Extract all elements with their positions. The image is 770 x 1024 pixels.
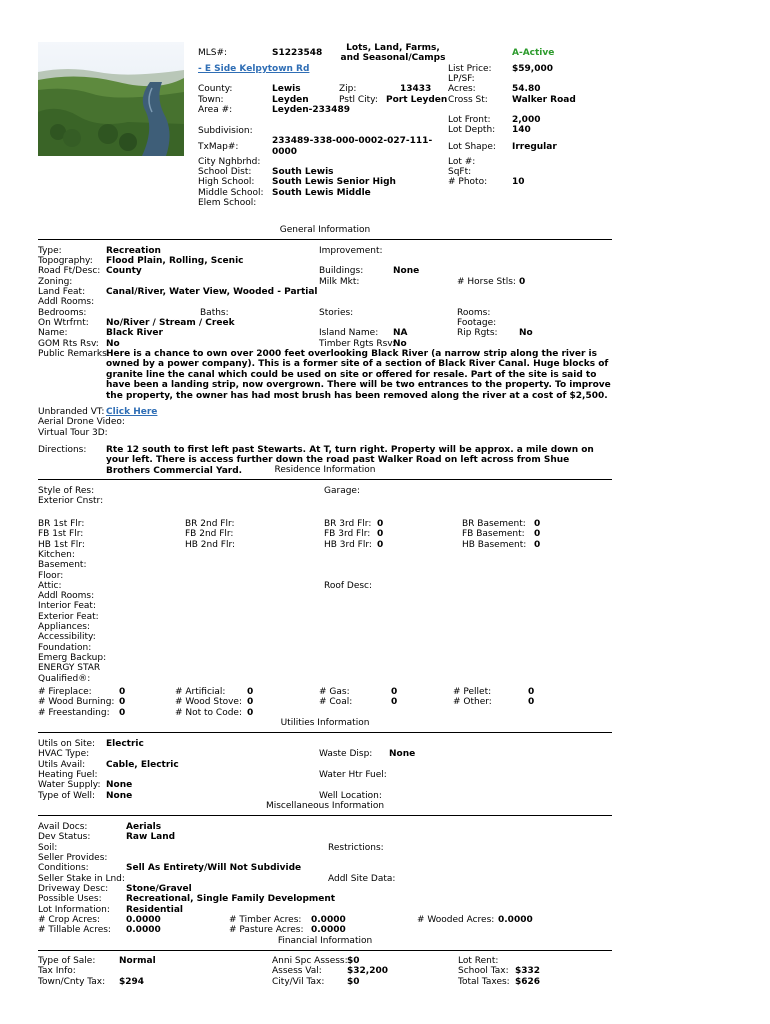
virtual-tour-link[interactable]: Click Here	[106, 407, 158, 417]
drone-label: Aerial Drone Video:	[38, 417, 125, 427]
acres: 54.80	[512, 84, 541, 94]
area-label: Area #:	[198, 105, 233, 115]
water-htr-label: Water Htr Fuel:	[319, 770, 387, 780]
financial-section-title: Financial Information	[277, 936, 373, 946]
school-tax-label: School Tax:	[458, 966, 509, 976]
water-supply: None	[106, 780, 133, 790]
high-school-label: High School:	[198, 177, 255, 187]
coal-label: # Coal:	[319, 697, 353, 707]
kitchen-label: Kitchen:	[38, 550, 75, 560]
footage-label: Footage:	[457, 318, 497, 328]
gom: No	[106, 339, 120, 349]
county-label: County:	[198, 84, 233, 94]
misc-section-title: Miscellaneous Information	[265, 801, 385, 811]
timber-acres-label: # Timber Acres:	[229, 915, 302, 925]
type-label: Type:	[38, 246, 62, 256]
improvement-label: Improvement:	[319, 246, 383, 256]
lot-num-label: Lot #:	[448, 157, 476, 167]
brb-label: BR Basement:	[462, 519, 526, 529]
town-tax-label: Town/Cnty Tax:	[38, 977, 106, 987]
name-label: Name:	[38, 328, 68, 338]
rip: No	[519, 328, 533, 338]
road-label: Road Ft/Desc:	[38, 266, 101, 276]
middle-school-label: Middle School:	[198, 188, 264, 198]
foundation-label: Foundation:	[38, 643, 92, 653]
city-tax: $0	[347, 977, 360, 987]
address-link[interactable]: - E Side Kelpytown Rd	[198, 64, 310, 74]
pellet: 0	[528, 687, 535, 697]
pellet-label: # Pellet:	[453, 687, 492, 697]
basement-label: Basement:	[38, 560, 87, 570]
crop-label: # Crop Acres:	[38, 915, 100, 925]
city-tax-label: City/Vil Tax:	[272, 977, 325, 987]
buildings-label: Buildings:	[319, 266, 364, 276]
county: Lewis	[272, 84, 301, 94]
residence-divider	[38, 479, 612, 480]
vt3d-label: Virtual Tour 3D:	[38, 428, 108, 438]
hb1-label: HB 1st Flr:	[38, 540, 85, 550]
emerg-label: Emerg Backup:	[38, 653, 107, 663]
br3: 0	[377, 519, 384, 529]
baths-label: Baths:	[200, 308, 229, 318]
well-type-label: Type of Well:	[38, 791, 96, 801]
garage-label: Garage:	[324, 486, 360, 496]
town-label: Town:	[198, 95, 224, 105]
topography-label: Topography:	[38, 256, 93, 266]
subdivision-label: Subdivision:	[198, 126, 253, 136]
water-name: Black River	[106, 328, 163, 338]
ext-label: Exterior Cnstr:	[38, 496, 104, 506]
artificial-label: # Artificial:	[175, 687, 226, 697]
gom-label: GOM Rts Rsv:	[38, 339, 99, 349]
dev-status: Raw Land	[126, 832, 176, 842]
zip: 13433	[400, 84, 432, 94]
txmap: 233489-338-000-0002-027-111-0000	[272, 136, 433, 157]
seller-provides-label: Seller Provides:	[38, 853, 108, 863]
zoning-label: Zoning:	[38, 277, 73, 287]
utils-on-site-label: Utils on Site:	[38, 739, 96, 749]
mls-number: S1223548	[272, 48, 323, 58]
residence-section-title: Residence Information	[274, 465, 376, 475]
well-loc-label: Well Location:	[319, 791, 382, 801]
br2-label: BR 2nd Flr:	[185, 519, 235, 529]
fb3: 0	[377, 529, 384, 539]
anni: $0	[347, 956, 360, 966]
tillable: 0.0000	[126, 925, 161, 935]
city-nghbrhd-label: City Nghbrhd:	[198, 157, 261, 167]
utilities-divider	[38, 732, 612, 733]
unbranded-label: Unbranded VT:	[38, 407, 105, 417]
on-wtrfrnt: No/River / Stream / Creek	[106, 318, 235, 328]
hvac-label: HVAC Type:	[38, 749, 90, 759]
roof-label: Roof Desc:	[324, 581, 373, 591]
driveway-label: Driveway Desc:	[38, 884, 109, 894]
br1-label: BR 1st Flr:	[38, 519, 85, 529]
wood-stove-label: # Wood Stove:	[175, 697, 243, 707]
driveway: Stone/Gravel	[126, 884, 192, 894]
list-price: $59,000	[512, 64, 553, 74]
utilities-section-title: Utilities Information	[280, 718, 370, 728]
style-label: Style of Res:	[38, 486, 95, 496]
high-school: South Lewis Senior High	[272, 177, 396, 187]
lot-front-label: Lot Front:	[448, 115, 491, 125]
public-remarks: Here is a chance to own over 2000 feet overlooking Black River (a narrow strip along the river is owned by a power company). This is a former site of a section of Black River Canal. Huge blocks of granite line the canal which could be used on site or offered for resale. Part of the site is said to have been a landing strip, now overgrown. There will be two entrances to the property. To improve the property, the owner has had most brush has been removed along the river at a cost of $2,500.	[106, 349, 611, 401]
pasture: 0.0000	[311, 925, 346, 935]
school-dist-label: School Dist:	[198, 167, 252, 177]
addl-site-label: Addl Site Data:	[328, 874, 396, 884]
rip-label: Rip Rgts:	[457, 328, 498, 338]
property-photo-image	[38, 42, 184, 156]
island-label: Island Name:	[319, 328, 379, 338]
fbb: 0	[534, 529, 541, 539]
fireplace: 0	[119, 687, 126, 697]
stories-label: Stories:	[319, 308, 354, 318]
uses-label: Possible Uses:	[38, 894, 102, 904]
br3-label: BR 3rd Flr:	[324, 519, 372, 529]
stake-label: Seller Stake in Lnd:	[38, 874, 125, 884]
school-tax: $332	[515, 966, 541, 976]
other-label: # Other:	[453, 697, 492, 707]
timber-acres: 0.0000	[311, 915, 346, 925]
directions: Rte 12 south to first left past Stewarts. At T, turn right. Property will be approx. a mile down on your left. There is access further down the road past Walker Road on left across from Shue Brothers Commercial Yard.	[106, 445, 594, 476]
remarks-label: Public Remarks:	[38, 349, 110, 359]
town-tax: $294	[119, 977, 145, 987]
hb2-label: HB 2nd Flr:	[185, 540, 236, 550]
milk-label: Milk Mkt:	[319, 277, 360, 287]
on-wtrfrnt-label: On Wtrfrnt:	[38, 318, 89, 328]
bedrooms-label: Bedrooms:	[38, 308, 87, 318]
lot-shape-label: Lot Shape:	[448, 142, 496, 152]
energy-qualified-label: Qualified®:	[38, 674, 91, 684]
accessibility-label: Accessibility:	[38, 632, 96, 642]
cross-st-label: Cross St:	[448, 95, 488, 105]
financial-divider	[38, 950, 612, 951]
buildings: None	[393, 266, 420, 276]
assess: $32,200	[347, 966, 388, 976]
lot-rent-label: Lot Rent:	[458, 956, 499, 966]
school-dist: South Lewis	[272, 167, 334, 177]
waste: None	[389, 749, 416, 759]
avail-docs: Aerials	[126, 822, 162, 832]
horse-label: # Horse Stls:	[457, 277, 516, 287]
dev-status-label: Dev Status:	[38, 832, 91, 842]
directions-label: Directions:	[38, 445, 87, 455]
wood-burning-label: # Wood Burning:	[38, 697, 115, 707]
artificial: 0	[247, 687, 254, 697]
exterior-label: Exterior Feat:	[38, 612, 99, 622]
lot-info: Residential	[126, 905, 183, 915]
uses: Recreational, Single Family Development	[126, 894, 336, 904]
photo-count: 10	[512, 177, 525, 187]
elem-school-label: Elem School:	[198, 198, 257, 208]
heating-label: Heating Fuel:	[38, 770, 98, 780]
hbb: 0	[534, 540, 541, 550]
other: 0	[528, 697, 535, 707]
list-price-label: List Price:	[448, 64, 492, 74]
type: Recreation	[106, 246, 161, 256]
lot-info-label: Lot Information:	[38, 905, 110, 915]
property-photo[interactable]	[38, 42, 184, 156]
water-supply-label: Water Supply:	[38, 780, 101, 790]
energy-label: ENERGY STAR	[38, 663, 101, 673]
listing-category: Lots, Land, Farms, and Seasonal/Camps	[340, 43, 446, 64]
res-addl-rooms-label: Addl Rooms:	[38, 591, 95, 601]
pasture-label: # Pasture Acres:	[229, 925, 304, 935]
utils-avail-label: Utils Avail:	[38, 760, 86, 770]
total-tax-label: Total Taxes:	[458, 977, 510, 987]
status-badge: A-Active	[512, 48, 555, 58]
total-tax: $626	[515, 977, 541, 987]
horse: 0	[519, 277, 526, 287]
island: NA	[393, 328, 408, 338]
freestanding-label: # Freestanding:	[38, 708, 110, 718]
conditions-label: Conditions:	[38, 863, 89, 873]
addl-rooms-label: Addl Rooms:	[38, 297, 95, 307]
gas-label: # Gas:	[319, 687, 350, 697]
brb: 0	[534, 519, 541, 529]
hbb-label: HB Basement:	[462, 540, 527, 550]
utils-avail: Cable, Electric	[106, 760, 179, 770]
wood-stove: 0	[247, 697, 254, 707]
general-divider	[38, 239, 612, 240]
timber-rgts: No	[393, 339, 407, 349]
fb2-label: FB 2nd Flr:	[185, 529, 234, 539]
restrictions-label: Restrictions:	[328, 843, 384, 853]
tax-info-label: Tax Info:	[38, 966, 76, 976]
lot-shape: Irregular	[512, 142, 557, 152]
fb1-label: FB 1st Flr:	[38, 529, 84, 539]
fbb-label: FB Basement:	[462, 529, 525, 539]
not-to-code-label: # Not to Code:	[175, 708, 242, 718]
txmap-label: TxMap#:	[198, 142, 239, 152]
gas: 0	[391, 687, 398, 697]
zip-label: Zip:	[339, 84, 357, 94]
fireplace-label: # Fireplace:	[38, 687, 92, 697]
interior-label: Interior Feat:	[38, 601, 96, 611]
pstl-city: Port Leyden	[386, 95, 448, 105]
road: County	[106, 266, 142, 276]
general-section-title: General Information	[279, 225, 371, 235]
waste-label: Waste Disp:	[319, 749, 373, 759]
coal: 0	[391, 697, 398, 707]
hb3-label: HB 3rd Flr:	[324, 540, 372, 550]
conditions: Sell As Entirety/Will Not Subdivide	[126, 863, 302, 873]
assess-label: Assess Val:	[272, 966, 322, 976]
lot-depth-label: Lot Depth:	[448, 125, 496, 135]
anni-label: Anni Spc Assess:	[272, 956, 348, 966]
lot-front: 2,000	[512, 115, 541, 125]
lpsf-label: LP/SF:	[448, 74, 475, 84]
middle-school: South Lewis Middle	[272, 188, 371, 198]
avail-docs-label: Avail Docs:	[38, 822, 88, 832]
area: Leyden-233489	[272, 105, 350, 115]
freestanding: 0	[119, 708, 126, 718]
rooms-label: Rooms:	[457, 308, 491, 318]
acres-label: Acres:	[448, 84, 476, 94]
cross-st: Walker Road	[512, 95, 576, 105]
tillable-label: # Tillable Acres:	[38, 925, 111, 935]
sale-type-label: Type of Sale:	[38, 956, 96, 966]
not-to-code: 0	[247, 708, 254, 718]
topography: Flood Plain, Rolling, Scenic	[106, 256, 244, 266]
appliances-label: Appliances:	[38, 622, 91, 632]
lot-depth: 140	[512, 125, 531, 135]
land-feat: Canal/River, Water View, Wooded - Partial	[106, 287, 318, 297]
utils-on-site: Electric	[106, 739, 144, 749]
misc-divider	[38, 815, 612, 816]
soil-label: Soil:	[38, 843, 58, 853]
land-feat-label: Land Feat:	[38, 287, 86, 297]
well-type: None	[106, 791, 133, 801]
pstl-city-label: Pstl City:	[339, 95, 378, 105]
timber-rgts-label: Timber Rgts Rsv:	[319, 339, 396, 349]
crop: 0.0000	[126, 915, 161, 925]
fb3-label: FB 3rd Flr:	[324, 529, 371, 539]
hb3: 0	[377, 540, 384, 550]
photo-count-label: # Photo:	[448, 177, 488, 187]
wood-burning: 0	[119, 697, 126, 707]
wooded-label: # Wooded Acres:	[417, 915, 495, 925]
wooded: 0.0000	[498, 915, 533, 925]
mls-label: MLS#:	[198, 48, 228, 58]
sale-type: Normal	[119, 956, 156, 966]
town: Leyden	[272, 95, 309, 105]
sqft-label: SqFt:	[448, 167, 472, 177]
attic-label: Attic:	[38, 581, 62, 591]
floor-label: Floor:	[38, 571, 64, 581]
